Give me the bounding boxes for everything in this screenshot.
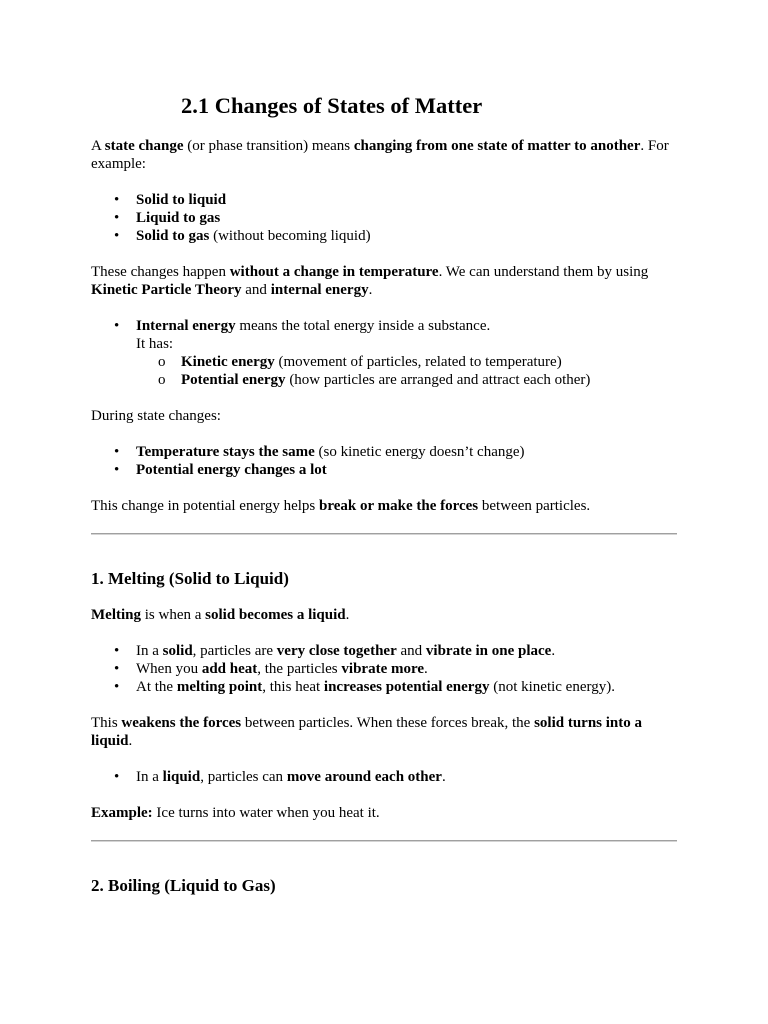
text-run: . (368, 282, 373, 298)
forces-paragraph (91, 497, 677, 515)
bold-term: Liquid to gas (136, 210, 221, 226)
text-run: . (551, 643, 556, 659)
liquid-point-item (136, 768, 677, 786)
text-run: (movement of particles, related to temperature) (274, 354, 562, 370)
bold-term: Example: (91, 805, 153, 821)
text-run: Ice turns into water when you heat it. (152, 805, 380, 821)
text-run: (without becoming liquid) (209, 228, 371, 244)
text-run: A (91, 138, 105, 154)
bold-term: liquid (162, 769, 201, 785)
bold-term: solid (162, 643, 193, 659)
melting-points-list (91, 642, 677, 696)
bold-term: without a change in temperature (229, 264, 439, 280)
bold-term: Melting (91, 607, 141, 623)
text-run: (so kinetic energy doesn’t change) (314, 444, 525, 460)
example-item (136, 227, 677, 245)
melting-example (91, 804, 677, 822)
boiling-heading: 2. Boiling (Liquid to Gas) (91, 876, 276, 895)
melting-point-item (136, 678, 677, 696)
liquid-points-list (91, 768, 677, 786)
bold-term: move around each other (286, 769, 442, 785)
text-run: When you (136, 661, 202, 677)
text-run: This (91, 715, 122, 731)
state-change-examples (91, 191, 677, 245)
text-run: , particles can (200, 769, 287, 785)
bold-term: add heat (201, 661, 258, 677)
text-run: . (424, 661, 428, 677)
text-run: . (441, 769, 446, 785)
section-divider (91, 840, 677, 842)
text-run: is when a (141, 607, 206, 623)
melting-heading: 1. Melting (Solid to Liquid) (91, 569, 289, 588)
bold-term: Internal energy (136, 318, 236, 334)
bold-term: weakens the forces (121, 715, 242, 731)
text-run: (or phase transition) means (183, 138, 354, 154)
bold-term: Kinetic energy (181, 354, 275, 370)
bold-term: Temperature stays the same (136, 444, 315, 460)
bold-term: Potential energy changes a lot (136, 462, 327, 478)
state-change-definition (91, 137, 677, 173)
text-run: , this heat (262, 679, 324, 695)
theory-paragraph (91, 263, 677, 299)
bold-term: Solid to gas (136, 228, 210, 244)
bold-term: break or make the forces (319, 498, 479, 514)
bold-term: state change (104, 138, 184, 154)
melting-result (91, 714, 677, 750)
internal-energy-item (136, 317, 677, 389)
text-run: . (345, 607, 350, 623)
bold-term: solid becomes a liquid (205, 607, 346, 623)
example-item (136, 209, 677, 227)
text-run: . For example: (91, 138, 669, 172)
text-run: between particles. (478, 498, 591, 514)
text-run: and (241, 282, 271, 298)
text-run: and (396, 643, 426, 659)
text-run: (how particles are arranged and attract each other) (285, 372, 591, 388)
bold-term: vibrate in one place (425, 643, 552, 659)
text-run: . We can understand them by using (438, 264, 649, 280)
text-run: , particles are (192, 643, 277, 659)
energy-type-item (181, 371, 677, 389)
bold-term: Solid to liquid (136, 192, 227, 208)
bold-term: Potential energy (181, 372, 286, 388)
bold-term: changing from one state of matter to another (353, 138, 641, 154)
bold-term: very close together (276, 643, 397, 659)
text-run: means the total energy inside a substance. (235, 318, 491, 334)
energy-type-item (181, 353, 677, 371)
during-label: During state changes: (91, 408, 221, 424)
melting-definition (91, 606, 677, 624)
bold-term: solid turns into a liquid (91, 715, 643, 749)
text-run: (not kinetic energy). (489, 679, 615, 695)
text-run: , the particles (257, 661, 342, 677)
during-point-item (136, 443, 677, 461)
bold-term: Kinetic Particle Theory (91, 282, 242, 298)
bold-term: vibrate more (341, 661, 425, 677)
text-run: At the (136, 679, 177, 695)
bold-term: melting point (176, 679, 263, 695)
bold-term: increases potential energy (323, 679, 490, 695)
energy-types-list (136, 353, 677, 389)
text-run: These changes happen (91, 264, 230, 280)
section-divider (91, 533, 677, 535)
text-run: . (128, 733, 133, 749)
it-has-label: It has: (136, 336, 174, 352)
example-item (136, 191, 677, 209)
melting-point-item (136, 642, 677, 660)
melting-point-item (136, 660, 677, 678)
text-run: In a (136, 769, 163, 785)
internal-energy-list (91, 317, 677, 389)
bold-term: internal energy (270, 282, 369, 298)
text-run: This change in potential energy helps (91, 498, 319, 514)
text-run: In a (136, 643, 163, 659)
text-run: between particles. When these forces break, the (241, 715, 535, 731)
document-title: 2.1 Changes of States of Matter (181, 93, 483, 118)
during-points-list (91, 443, 677, 479)
during-point-item (136, 461, 677, 479)
